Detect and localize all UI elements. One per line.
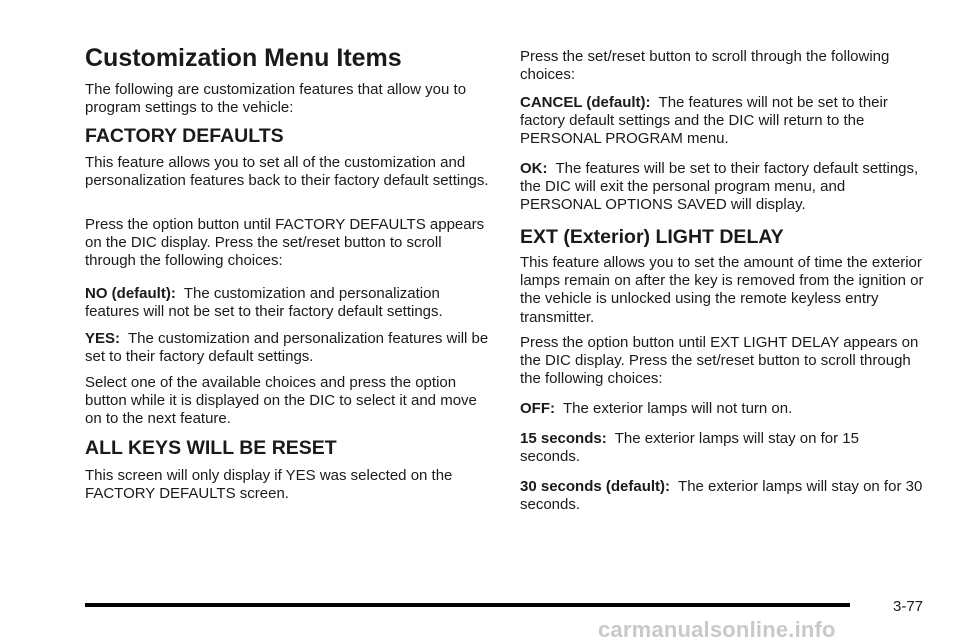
option-text: The exterior lamps will stay on for 15 seconds. [520,430,859,466]
option-term: OFF: [520,400,555,417]
option-30-seconds-default [520,478,925,514]
option-off [520,400,925,418]
option-text: The customization and personalization features will be set to their factory default settings. [85,330,489,366]
option-term: 15 seconds: [520,430,607,447]
option-text: The exterior lamps will stay on for 30 seconds. [520,478,923,514]
option-text: The features will not be set to their factory default settings and the DIC will return to the PERSONAL PROGRAM menu. [520,94,888,148]
select-choice-paragraph: Select one of the available choices and press the option button while it is displayed on the DIC to select it and move on to the next feature. [85,374,477,428]
ext-light-delay-description: This feature allows you to set the amount of time the exterior lamps remain on after the key is removed from the ignition or the vehicle is unlocked using the remote keyless entry transmitter. [520,254,924,326]
factory-defaults-instructions: Press the option button until FACTORY DEFAULTS appears on the DIC display. Press the set/reset button to scroll through the following choices: [85,216,485,270]
option-text: The customization and personalization features will not be set to their factory default settings. [85,285,443,321]
option-term: 30 seconds (default): [520,478,671,495]
option-text: The exterior lamps will not turn on. [563,400,793,417]
intro-paragraph: The following are customization features that allow you to program settings to the vehicle: [85,81,467,117]
factory-defaults-description: This feature allows you to set all of the customization and personalization features back to their factory default settings. [85,154,489,190]
all-keys-heading: ALL KEYS WILL BE RESET [85,437,337,459]
option-cancel-default [520,94,925,149]
option-15-seconds [520,430,860,466]
footer-rule [85,603,850,607]
ext-light-delay-instructions: Press the option button until EXT LIGHT DELAY appears on the DIC display. Press the set/reset button to scroll through the following choices: [520,334,919,388]
option-term: YES: [85,330,121,347]
option-yes [85,330,495,366]
option-text: The features will be set to their factory default settings, the DIC will exit the personal program menu, and PERSONAL OPTIONS SAVED will display. [520,160,919,214]
ext-light-delay-heading: EXT (Exterior) LIGHT DELAY [520,226,784,248]
scroll-choices-paragraph: Press the set/reset button to scroll through the following choices: [520,48,890,84]
option-term: NO (default): [85,285,176,302]
option-term: OK: [520,160,548,177]
factory-defaults-heading: FACTORY DEFAULTS [85,125,284,147]
option-term: CANCEL (default): [520,94,651,111]
option-no-default [85,285,495,321]
watermark: carmanualsonline.info [598,617,836,642]
option-ok [520,160,925,215]
page-number: 3-77 [893,598,924,615]
page-title: Customization Menu Items [85,44,402,72]
all-keys-description: This screen will only display if YES was selected on the FACTORY DEFAULTS screen. [85,467,453,503]
